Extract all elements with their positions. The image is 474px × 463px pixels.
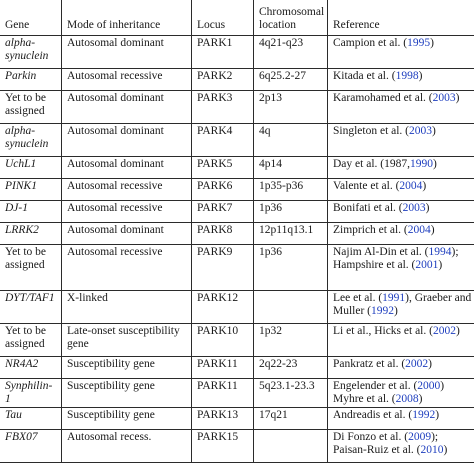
reference-cell: [328, 124, 474, 157]
locus-cell: PARK2: [192, 69, 254, 91]
chromosomal-location-cell: 1p32: [254, 324, 328, 357]
reference-text: Andreadis et al. (: [333, 409, 412, 421]
chromosomal-location-cell: [254, 430, 328, 463]
reference-text: ): [433, 158, 437, 170]
reference-text: ): [456, 325, 460, 337]
reference-text: ): [432, 125, 436, 137]
locus-cell: PARK11: [192, 379, 254, 408]
locus-cell: PARK13: [192, 408, 254, 430]
reference-text: ): [419, 70, 423, 82]
reference-cell: [328, 157, 474, 179]
mode-cell: Autosomal dominant: [62, 223, 192, 245]
reference-text: ), Graeber and Muller (: [333, 292, 471, 317]
gene-cell: Yet to be assigned: [0, 324, 62, 357]
reference-year-link[interactable]: 2003: [409, 125, 432, 137]
chromosomal-location-cell: 5q23.1-23.3: [254, 379, 328, 408]
gene-cell: FBX07: [0, 430, 62, 463]
gene-cell: alpha-synuclein: [0, 36, 62, 69]
gene-cell: DYT/TAF1: [0, 291, 62, 324]
reference-year-link[interactable]: 1991: [382, 292, 405, 304]
reference-cell: [328, 430, 474, 463]
reference-year-link[interactable]: 1990: [410, 158, 433, 170]
locus-cell: PARK11: [192, 357, 254, 379]
reference-year-link[interactable]: 2004: [399, 180, 422, 192]
table-row: [0, 223, 474, 245]
table-row: [0, 245, 474, 291]
reference-cell: [328, 179, 474, 201]
chromosomal-location-cell: 2q22-23: [254, 357, 328, 379]
reference-year-link[interactable]: 1992: [371, 305, 394, 317]
gene-cell: UchL1: [0, 157, 62, 179]
table-row: [0, 69, 474, 91]
table-row: [0, 36, 474, 69]
chromosomal-location-cell: 17q21: [254, 408, 328, 430]
locus-cell: PARK3: [192, 91, 254, 124]
reference-cell: [328, 36, 474, 69]
mode-cell: X-linked: [62, 291, 192, 324]
reference-text: ): [431, 224, 435, 236]
mode-cell: Autosomal recessive: [62, 69, 192, 91]
mode-cell: Autosomal dominant: [62, 124, 192, 157]
table-row: [0, 379, 474, 408]
reference-text: ): [435, 409, 439, 421]
reference-year-link[interactable]: 2004: [408, 224, 431, 236]
reference-cell: [328, 245, 474, 291]
locus-cell: PARK12: [192, 291, 254, 324]
reference-year-link[interactable]: 2001: [415, 259, 438, 271]
table-row: [0, 201, 474, 223]
mode-cell: Autosomal recessive: [62, 201, 192, 223]
table-row: [0, 357, 474, 379]
reference-year-link[interactable]: 2003: [403, 202, 426, 214]
locus-cell: PARK10: [192, 324, 254, 357]
reference-year-link[interactable]: 1994: [429, 246, 452, 258]
mode-cell: Autosomal dominant: [62, 91, 192, 124]
reference-year-link[interactable]: 1998: [396, 70, 419, 82]
table-header: [0, 0, 474, 36]
locus-cell: PARK5: [192, 157, 254, 179]
mode-cell: Autosomal recessive: [62, 245, 192, 291]
reference-text: ): [428, 358, 432, 370]
mode-cell: Autosomal dominant: [62, 157, 192, 179]
reference-year-link[interactable]: 1992: [412, 409, 435, 421]
gene-cell: Parkin: [0, 69, 62, 91]
table-row: [0, 91, 474, 124]
chromosomal-location-cell: 4p14: [254, 157, 328, 179]
gene-cell: PINK1: [0, 179, 62, 201]
table-row: [0, 124, 474, 157]
reference-year-link[interactable]: 2002: [433, 325, 456, 337]
locus-cell: PARK4: [192, 124, 254, 157]
reference-text: Valente et al. (: [333, 180, 399, 192]
reference-cell: [328, 379, 474, 408]
reference-text: Bonifati et al. (: [333, 202, 403, 214]
chromosomal-location-cell: [254, 291, 328, 324]
reference-text: ): [394, 305, 398, 317]
chromosomal-location-cell: 6q25.2-27: [254, 69, 328, 91]
mode-cell: Late-onset susceptibility gene: [62, 324, 192, 357]
reference-text: ): [438, 259, 442, 271]
gene-cell: Synphilin-1: [0, 379, 62, 408]
locus-cell: PARK9: [192, 245, 254, 291]
reference-cell: [328, 291, 474, 324]
reference-year-link[interactable]: 2000: [417, 380, 440, 392]
reference-text: Campion et al. (: [333, 37, 407, 49]
chromosomal-location-cell: 2p13: [254, 91, 328, 124]
locus-cell: PARK8: [192, 223, 254, 245]
gene-cell: alpha-synuclein: [0, 124, 62, 157]
mode-cell: Autosomal dominant: [62, 36, 192, 69]
chromosomal-location-cell: 4q: [254, 124, 328, 157]
gene-cell: Tau: [0, 408, 62, 430]
mode-cell: Susceptibility gene: [62, 379, 192, 408]
table-row: [0, 408, 474, 430]
table-row: [0, 157, 474, 179]
reference-cell: [328, 408, 474, 430]
header-mode-of-inheritance: Mode of inheritance: [62, 0, 192, 36]
reference-text: ): [456, 92, 460, 104]
locus-cell: PARK6: [192, 179, 254, 201]
gene-cell: LRRK2: [0, 223, 62, 245]
reference-text: ): [426, 202, 430, 214]
mode-cell: Autosomal recessive: [62, 179, 192, 201]
reference-cell: [328, 223, 474, 245]
reference-text: ); Hampshire et al. (: [333, 246, 459, 271]
header-gene: Gene: [0, 0, 62, 36]
reference-text: Kitada et al. (: [333, 70, 396, 82]
reference-year-link[interactable]: 2002: [405, 358, 428, 370]
table-row: [0, 430, 474, 463]
locus-cell: PARK1: [192, 36, 254, 69]
reference-text: Day et al. (1987,: [333, 158, 410, 170]
reference-text: ): [422, 180, 426, 192]
table-row: [0, 291, 474, 324]
reference-cell: [328, 91, 474, 124]
chromosomal-location-cell: 1p35-p36: [254, 179, 328, 201]
mode-cell: Autosomal recess.: [62, 430, 192, 463]
reference-text: ): [444, 444, 448, 456]
gene-cell: NR4A2: [0, 357, 62, 379]
reference-text: Engelender et al. (: [333, 380, 417, 392]
locus-cell: PARK7: [192, 201, 254, 223]
table-row: [0, 179, 474, 201]
reference-year-link[interactable]: 2003: [433, 92, 456, 104]
chromosomal-location-cell: 1p36: [254, 201, 328, 223]
reference-text: ) Myhre et al. (: [333, 380, 444, 405]
reference-text: ): [430, 37, 434, 49]
reference-cell: [328, 201, 474, 223]
reference-text: Di Fonzo et al. (: [333, 431, 408, 443]
reference-text: ): [419, 393, 423, 405]
reference-text: ); Paisan-Ruiz et al. (: [333, 431, 438, 456]
header-locus: Locus: [192, 0, 254, 36]
reference-text: Li et al., Hicks et al. (: [333, 325, 433, 337]
reference-year-link[interactable]: 2009: [408, 431, 431, 443]
mode-cell: Susceptibility gene: [62, 408, 192, 430]
reference-text: Zimprich et al. (: [333, 224, 408, 236]
chromosomal-location-cell: 12p11q13.1: [254, 223, 328, 245]
reference-year-link[interactable]: 2008: [396, 393, 419, 405]
gene-cell: Yet to be assigned: [0, 91, 62, 124]
reference-year-link[interactable]: 1995: [407, 37, 430, 49]
locus-cell: PARK15: [192, 430, 254, 463]
header-chromosomal-location: Chromosomal location: [254, 0, 328, 36]
reference-text: Pankratz et al. (: [333, 358, 405, 370]
reference-text: Karamohamed et al. (: [333, 92, 433, 104]
reference-text: Singleton et al. (: [333, 125, 409, 137]
table-body: [0, 36, 474, 463]
chromosomal-location-cell: 1p36: [254, 245, 328, 291]
table-row: [0, 324, 474, 357]
reference-text: Najim Al-Din et al. (: [333, 246, 429, 258]
header-row: [0, 0, 474, 36]
reference-text: Lee et al. (: [333, 292, 382, 304]
header-reference: Reference: [328, 0, 474, 36]
reference-cell: [328, 324, 474, 357]
reference-year-link[interactable]: 2010: [421, 444, 444, 456]
reference-cell: [328, 357, 474, 379]
gene-cell: DJ-1: [0, 201, 62, 223]
gene-cell: Yet to be assigned: [0, 245, 62, 291]
reference-cell: [328, 69, 474, 91]
chromosomal-location-cell: 4q21-q23: [254, 36, 328, 69]
mode-cell: Susceptibility gene: [62, 357, 192, 379]
